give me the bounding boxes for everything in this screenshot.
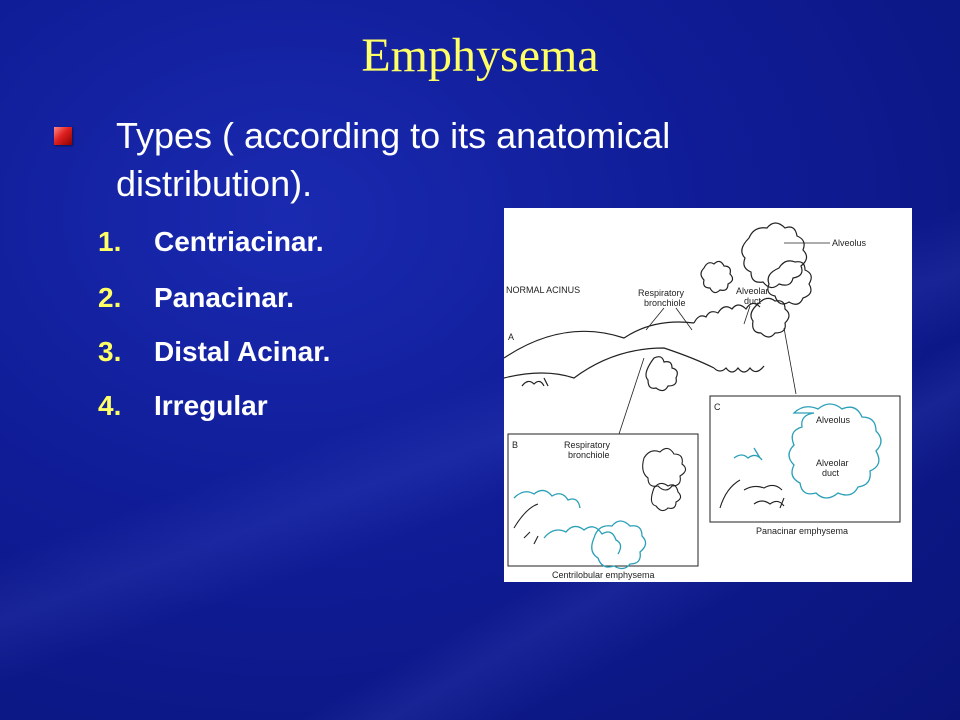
list-number: 3. <box>98 336 122 367</box>
list-number: 4. <box>98 390 122 421</box>
bullet-square-icon <box>54 127 72 145</box>
list-item <box>98 336 330 368</box>
panel-c-alveolus: Alveolus <box>816 415 851 425</box>
list-number: 2. <box>98 282 122 313</box>
slide-title: Emphysema <box>361 29 599 82</box>
bullet-text: Types ( according to its anatomical distribution). <box>116 115 671 204</box>
panel-c-label: C <box>714 402 721 412</box>
acinus-diagram <box>504 208 912 582</box>
list-item <box>98 390 268 422</box>
panel-c-alveolar: Alveolar <box>816 458 849 468</box>
bronchiole-label: bronchiole <box>644 298 686 308</box>
alveolus-label: Alveolus <box>832 238 867 248</box>
list-item <box>98 226 324 258</box>
panel-b-bronchiole: bronchiole <box>568 450 610 460</box>
list-label: Panacinar. <box>154 282 295 313</box>
duct-label: duct <box>744 296 762 306</box>
panacinar-caption: Panacinar emphysema <box>756 526 849 536</box>
alveolar-label: Alveolar <box>736 286 769 296</box>
list-number: 1. <box>98 226 122 257</box>
list-label: Distal Acinar. <box>154 336 331 367</box>
panel-b-label: B <box>512 440 519 450</box>
centrilobular-caption: Centrilobular emphysema <box>552 570 655 580</box>
list-label: Centriacinar. <box>154 226 324 257</box>
normal-acinus-label: NORMAL ACINUS <box>506 285 581 295</box>
panel-a-label: A <box>508 332 515 342</box>
list-item <box>98 282 294 314</box>
respiratory-label: Respiratory <box>638 288 685 298</box>
list-label: Irregular <box>154 390 268 421</box>
panel-b-respiratory: Respiratory <box>564 440 611 450</box>
panel-c-duct: duct <box>822 468 840 478</box>
